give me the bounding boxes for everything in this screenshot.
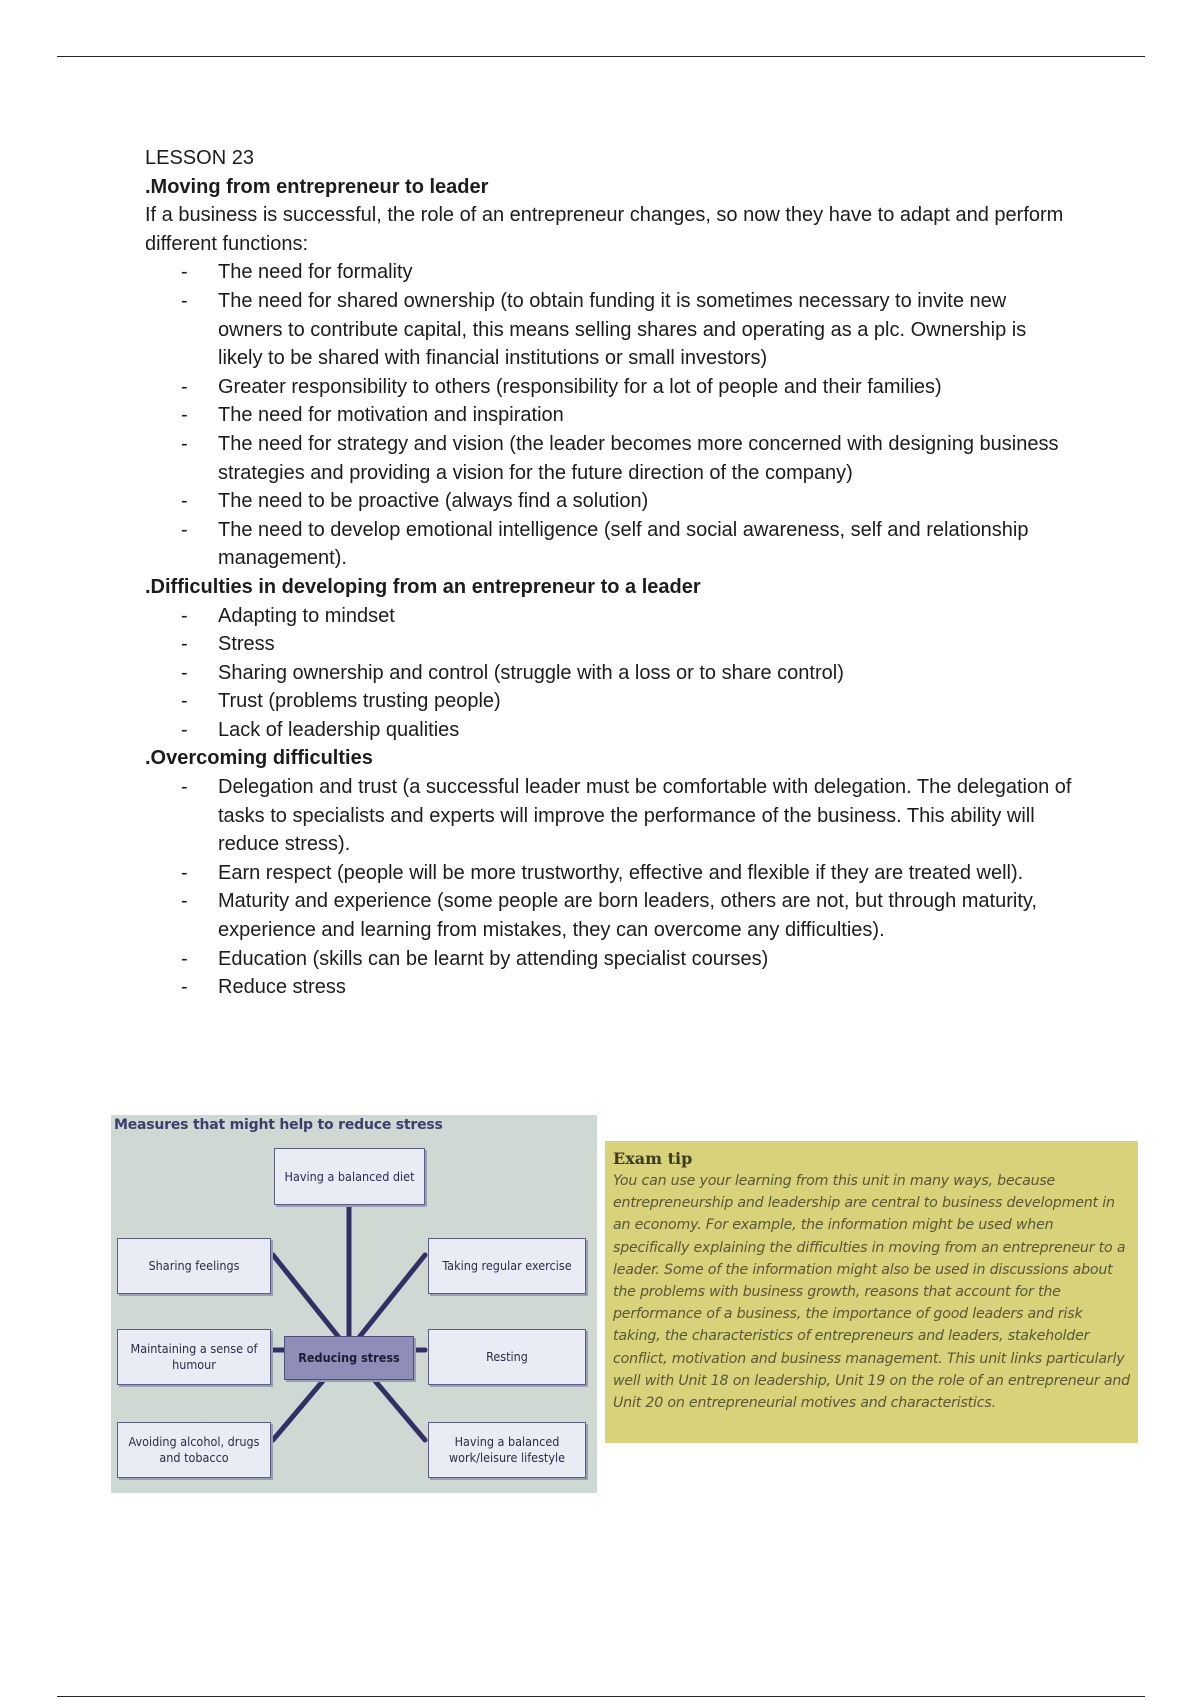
lesson-document [145,144,1075,1002]
diagram-title: Measures that might help to reduce stress [114,1117,443,1133]
list-item [145,716,1075,745]
list-dash: - [181,604,188,627]
node-work-leisure: Having a balanced work/leisure lifestyle [428,1422,586,1478]
list-item [145,287,1075,373]
list-item-text: Education (skills can be learnt by attending specialist courses) [218,947,769,970]
section-heading-difficulties: .Difficulties in developing from an entrepreneur to a leader [145,575,701,598]
list-dash: - [181,490,188,513]
list-item [145,945,1075,974]
list-item-text: The need to develop emotional intelligence (self and social awareness, self and relationship management). [218,518,1029,570]
section-heading-moving: .Moving from entrepreneur to leader [145,175,489,198]
list-item [145,773,1075,859]
list-item [145,859,1075,888]
list-item-text: Lack of leadership qualities [218,718,460,741]
list-item-text: The need for strategy and vision (the leader becomes more concerned with designing business strategies and providing a vision for the future direction of the company) [218,432,1059,484]
exam-tip-title: Exam tip [613,1149,693,1168]
list-item [145,630,1075,659]
list-item [145,973,1075,1002]
list-item [145,687,1075,716]
node-avoiding-alcohol: Avoiding alcohol, drugs and tobacco [117,1422,271,1478]
list-dash: - [181,776,188,799]
list-item-text: Greater responsibility to others (responsibility for a lot of people and their families) [218,375,942,398]
list-item [145,258,1075,287]
list-item [145,659,1075,688]
bottom-rule [57,1696,1145,1697]
node-resting: Resting [428,1329,586,1385]
lesson-number: LESSON 23 [145,147,254,169]
list-item-text: The need for shared ownership (to obtain funding it is sometimes necessary to invite new owners to contribute capital, this means selling shares and operating as a plc. Ownership is likely to be shared with financial institutions or small investors) [218,289,1027,370]
list-dash: - [181,633,188,656]
list-dash: - [181,518,188,541]
list-item-text: The need to be proactive (always find a solution) [218,490,649,513]
list-dash: - [181,404,188,427]
overcoming-list [145,773,1075,1002]
difficulties-list [145,602,1075,745]
list-item-text: Trust (problems trusting people) [218,690,501,713]
stress-reduction-diagram [111,1115,597,1493]
list-item-text: The need for formality [218,261,413,284]
list-item-text: The need for motivation and inspiration [218,404,564,427]
list-item [145,516,1075,573]
list-item-text: Earn respect (people will be more trustworthy, effective and flexible if they are treated well). [218,861,1024,884]
node-sharing-feelings: Sharing feelings [117,1238,271,1294]
list-dash: - [181,690,188,713]
section-heading-overcoming: .Overcoming difficulties [145,747,373,770]
list-item-text: Sharing ownership and control (struggle with a loss or to share control) [218,661,844,684]
list-item [145,430,1075,487]
list-dash: - [181,947,188,970]
section-intro: If a business is successful, the role of an entrepreneur changes, so now they have to adapt and perform different functions: [145,204,1064,255]
list-dash: - [181,375,188,398]
list-item [145,373,1075,402]
list-dash: - [181,432,188,455]
node-reducing-stress: Reducing stress [284,1336,414,1380]
list-dash: - [181,661,188,684]
node-regular-exercise: Taking regular exercise [428,1238,586,1294]
list-item-text: Stress [218,633,275,656]
list-item [145,602,1075,631]
list-dash: - [181,861,188,884]
list-item [145,887,1075,944]
list-item-text: Maturity and experience (some people are born leaders, others are not, but through maturity, experience and learning from mistakes, they can overcome any difficulties). [218,890,1037,942]
exam-tip-box [605,1141,1138,1443]
functions-list [145,258,1075,573]
exam-tip-body: You can use your learning from this unit in many ways, because entrepreneurship and leadership are central to business development in an economy. For example, the information might be used when specifically explaining the difficulties in moving from an entrepreneur to a leader. Some of the information might also be used in discussions about the problems with business growth, reasons that account for the performance of a business, the importance of good leaders and risk taking, the characteristics of entrepreneurs and leaders, stakeholder conflict, motivation and business management. This unit links particularly well with Unit 18 on leadership, Unit 19 on the role of an entrepreneur and Unit 20 on entrepreneurial motives and characteristics. [613,1173,1130,1412]
list-dash: - [181,976,188,999]
list-item-text: Reduce stress [218,976,346,999]
list-dash: - [181,289,188,312]
list-item [145,487,1075,516]
list-dash: - [181,261,188,284]
list-item [145,401,1075,430]
node-balanced-diet: Having a balanced diet [274,1148,425,1205]
node-sense-of-humour: Maintaining a sense of humour [117,1329,271,1385]
list-item-text: Delegation and trust (a successful leader must be comfortable with delegation. The delegation of tasks to specialists and experts will improve the performance of the business. This ability will reduce stress). [218,776,1072,856]
list-dash: - [181,890,188,913]
list-dash: - [181,718,188,741]
top-rule [57,56,1145,57]
list-item-text: Adapting to mindset [218,604,395,627]
